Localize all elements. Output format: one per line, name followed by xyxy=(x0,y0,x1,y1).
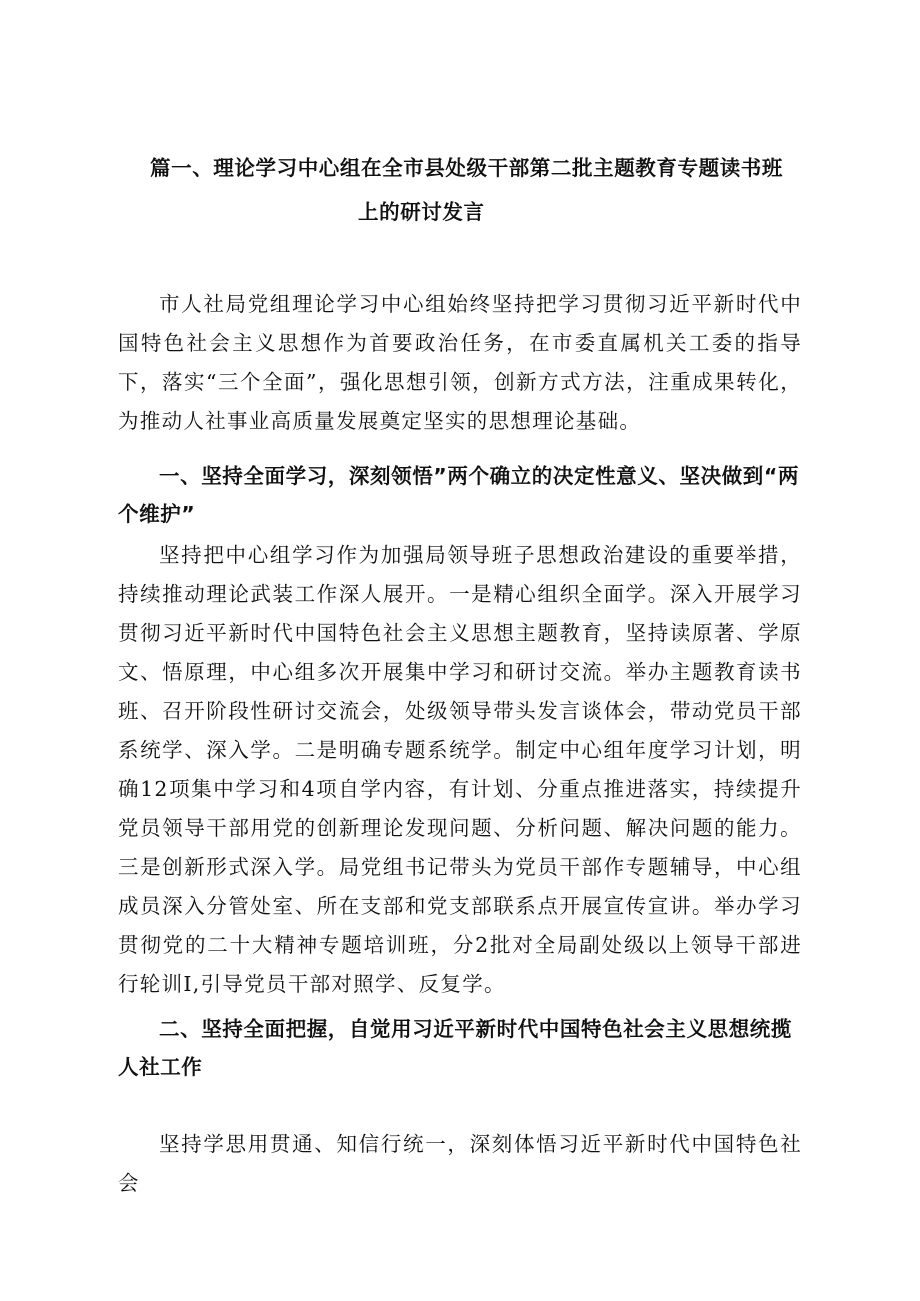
document-title xyxy=(150,146,800,234)
section-heading-1: 一、坚持全面学习，深刻领悟”两个确立的决定性意义、坚决做到“两个维护” xyxy=(118,464,800,526)
title-line-2: 上的研讨发言 xyxy=(358,200,485,224)
section-heading-2: 二、坚持全面把握，自觉用习近平新时代中国特色社会主义思想统揽人社工作 xyxy=(118,1017,792,1079)
title-line-1: 篇一、理论学习中心组在全市县处级干部第二批主题教育专题读书班 xyxy=(150,156,783,180)
section-1-paragraph: 坚持把中心组学习作为加强局领导班子思想政治建设的重要举措，持续推动理论武装工作深人展开。一是精心组织全面学。深入开展学习贯彻习近平新时代中国特色社会主义思想主题教育，坚持读原著、学原文、悟原理，中心组多次开展集中学习和研讨交流。举办主题教育读书班、召开阶段性研讨交流会，处级领导带头发言谈体会，带动党员干部系统学、深入学。二是明确专题系统学。制定中心组年度学习计划，明确12项集中学习和4项自学内容，有计划、分重点推进落实，持续提升党员领导干部用党的创新理论发现问题、分析问题、解决问题的能力。三是创新形式深入学。局党组书记带头为党员干部作专题辅导，中心组成员深入分管处室、所在支部和党支部联系点开展宣传宣讲。举办学习贯彻党的二十大精神专题培训班，分2批对全局副处级以上领导干部进行轮训I,引导党员干部对照学、反复学。 xyxy=(118,543,802,996)
section-2-paragraph: 坚持学思用贯通、知信行统一，深刻体悟习近平新时代中国特色社会 xyxy=(118,1132,802,1195)
intro-paragraph: 市人社局党组理论学习中心组始终坚持把学习贯彻习近平新时代中国特色社会主义思想作为首要政治任务，在市委直属机关工委的指导下，落实“三个全面”，强化思想引领，创新方式方法，注重成果转化，为推动人社事业高质量发展奠定坚实的思想理论基础。 xyxy=(118,292,802,433)
